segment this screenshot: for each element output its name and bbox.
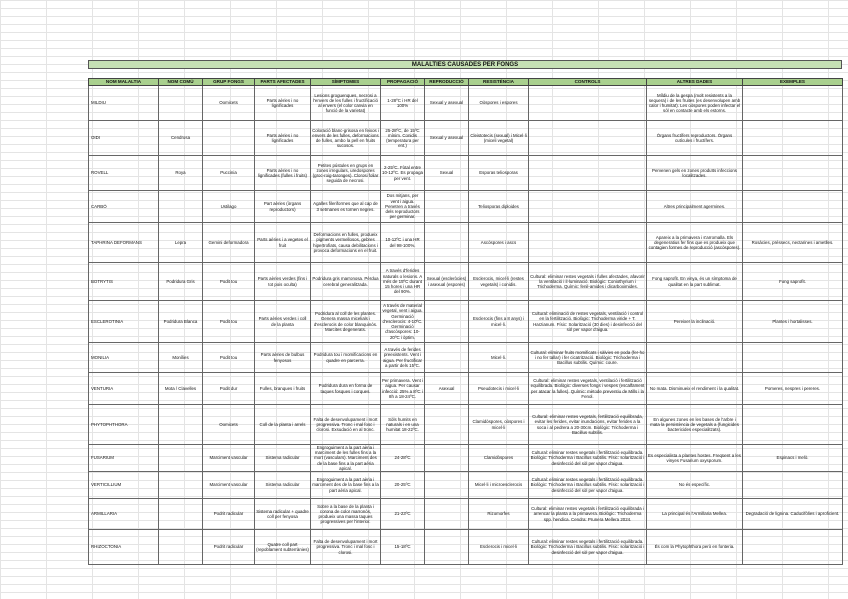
cell-other[interactable]: Apareix a la primavera i s'arromalla. Els degeneratius fer fins que es produeix que contagien formes de reproducció (ascòspores). (647, 223, 743, 263)
cell-controls[interactable]: Cultural: eliminar restes vegetals i fertilització equilibrada i arrencar la planta a la primavera. Biològic: Trichoderma spp. hendica. Cendra: Prunera Mellera 2024. (529, 499, 647, 530)
cell-other[interactable] (647, 343, 743, 373)
cell-controls[interactable] (529, 156, 647, 191)
cell-reproduction[interactable] (425, 445, 469, 472)
cell-examples[interactable] (743, 191, 843, 223)
cell-group[interactable]: Marciment vascular (203, 445, 255, 472)
cell-parts[interactable]: Parts aèries i no lignificades (255, 86, 311, 121)
cell-propagation[interactable]: A través d'ferides naturals o lesions. A més de 15ºC durant 15 hores i una HR del 90%. (381, 263, 425, 301)
cell-reproduction[interactable] (425, 405, 469, 445)
fungal-diseases-table (88, 78, 843, 565)
cell-examples[interactable] (743, 343, 843, 373)
cell-common[interactable] (159, 530, 203, 565)
table-row (89, 373, 843, 405)
cell-other[interactable]: Fong saprofit. En vinya, és un símptoma de qualitat en la part sublimat. (647, 263, 743, 301)
table-row (89, 263, 843, 301)
cell-controls[interactable]: Cultural: eliminació de restes vegetals, ventilació i control en la fertilització. Biològic: Trichoderma viride + T. Harzianum. Físic: Solarització (30 dies) i desinfecció del sòl per vapor d'aigua. (529, 301, 647, 343)
cell-symptoms[interactable]: Falta de desenvolupament i mort progressiva. Tronc i mal fosc i clorosi. Exsudació en al tronc. (311, 405, 381, 445)
cell-reproduction[interactable] (425, 301, 469, 343)
cell-name[interactable]: FUSARIUM (89, 445, 159, 472)
cell-reproduction[interactable] (425, 499, 469, 530)
cell-other[interactable]: En algunes zones en les bases de l'arbre i mata la persistència de vegetals a (fungicides bactericides especialitzats). (647, 405, 743, 445)
cell-propagation[interactable]: 1-28ºC i HR del 100% (381, 86, 425, 121)
table-row (89, 86, 843, 121)
cell-resistance[interactable]: Esclerocis i micel·li (469, 530, 529, 565)
cell-propagation[interactable]: 20-25ºC (381, 472, 425, 499)
cell-resistance[interactable]: Micel·li. (469, 343, 529, 373)
cell-symptoms[interactable]: Podridura al coll de les plantes. Genera massa micelials i d'esclerocis de color blanquinós. Marcites degenerats. (311, 301, 381, 343)
cell-examples[interactable]: Rosàcies, préssecs, nectarines i ametlles. (743, 223, 843, 263)
cell-examples[interactable] (743, 530, 843, 565)
cell-group[interactable]: Ustilago (203, 191, 255, 223)
cell-other[interactable]: No és específic. (647, 472, 743, 499)
cell-symptoms[interactable]: Petites pústules en grups en zones irregulars, uredospores (groc-roig-taronges). Clorosi foliar seguida de necrosi. (311, 156, 381, 191)
cell-examples[interactable] (743, 472, 843, 499)
cell-other[interactable]: Es especialista a plantes hostes. Freqüent a les vinyes Fusarium oxysporum. (647, 445, 743, 472)
cell-group[interactable]: Oomicets (203, 405, 255, 445)
column-header[interactable]: PARTS AFECTADES (255, 79, 311, 86)
cell-reproduction[interactable] (425, 343, 469, 373)
cell-common[interactable] (159, 499, 203, 530)
cell-parts[interactable]: Sistema radicular (255, 472, 311, 499)
cell-name[interactable]: VERTICILLIUM (89, 472, 159, 499)
cell-propagation[interactable]: 24-28ºC (381, 445, 425, 472)
cell-controls[interactable]: Cultural: eliminar fruits momificats i sàlvies en poda (fer-ho i no fer tallar) i fer cicatrització. Biològic: Trichoderma i Bacillus subtilis. Químic: coure. (529, 343, 647, 373)
cell-group[interactable]: Podrit radicular (203, 499, 255, 530)
cell-name[interactable]: ESCLEROTINIA (89, 301, 159, 343)
cell-parts[interactable]: Fulles, branques i fruits (255, 373, 311, 405)
cell-propagation[interactable]: 15-18ºC (381, 530, 425, 565)
cell-controls[interactable] (529, 121, 647, 156)
cell-group[interactable]: Podit tou (203, 263, 255, 301)
cell-parts[interactable]: Parts aèries i no lignificades (255, 121, 311, 156)
cell-name[interactable]: RHIZOCTONIA (89, 530, 159, 565)
cell-parts[interactable]: Part aèries (òrgans reproductors) (255, 191, 311, 223)
cell-resistance[interactable]: Cleistotecis (sexual) i Micel·li (miceli vegetal) (469, 121, 529, 156)
cell-propagation[interactable]: A través de ferides preexistents. Vent i aigua. Per fructificar a partir dels 15ºC. (381, 343, 425, 373)
cell-symptoms[interactable]: Podridura dura en forma de taques fosques i corques. (311, 373, 381, 405)
cell-parts[interactable]: Quatre coll part (repoblament subterrànies) (255, 530, 311, 565)
cell-controls[interactable]: Cultural: eliminar restes vegetals, fertilització equilibrada, evitar les ferides, evitar inundacions, evitar ferides a la soca i al pedrera a 20-30cm. Biològic: Trichoderma i Bacillus subtilis. (529, 405, 647, 445)
header-row (89, 79, 843, 86)
cell-reproduction[interactable]: Sexual (escleròcies) i asexual (espores) (425, 263, 469, 301)
cell-reproduction[interactable] (425, 472, 469, 499)
cell-propagation[interactable]: A través de material vegetal, vent i aigua. Germinació d'esclerocis: 4-10ºC. Germinació d'ascòspores: 10-20ºC i òptim. (381, 301, 425, 343)
table-row (89, 499, 843, 530)
cell-controls[interactable]: Cultural: eliminar restes vegetals i fulles afectades, afavorir la ventilació i il·luminació. Biològic: Coniothyrium i Trichoderma. Químic: fenil-amides i dicarboximides. (529, 263, 647, 301)
cell-common[interactable]: Lepra (159, 223, 203, 263)
cell-examples[interactable]: Fong saprofit. (743, 263, 843, 301)
table-row (89, 223, 843, 263)
cell-other[interactable]: Pervenen gels en zones produïts infeccions localitzades. (647, 156, 743, 191)
table-row (89, 530, 843, 565)
table-row (89, 121, 843, 156)
cell-resistance[interactable]: Teliosporas diploides (469, 191, 529, 223)
cell-group[interactable]: Marciment vascular (203, 472, 255, 499)
cell-examples[interactable] (743, 86, 843, 121)
cell-group[interactable]: Puccinia (203, 156, 255, 191)
cell-common[interactable] (159, 405, 203, 445)
column-header[interactable]: CONTROLS (529, 79, 647, 86)
cell-name[interactable]: TAPHRINA DEFORMANS (89, 223, 159, 263)
cell-group[interactable]: Podrit radicular (203, 530, 255, 565)
cell-common[interactable]: Mota / Clavelles (159, 373, 203, 405)
cell-examples[interactable]: Degradació de lignina. Caducifòlies i aproficient. (743, 499, 843, 530)
cell-controls[interactable] (529, 86, 647, 121)
column-header[interactable]: SÍMPTOMES (311, 79, 381, 86)
cell-other[interactable]: Altres principalment agermines. (647, 191, 743, 223)
cell-common[interactable] (159, 191, 203, 223)
cell-resistance[interactable]: Esclerocis (fins a 8 anys) i micel·li. (469, 301, 529, 343)
cell-resistance[interactable]: Ascòspores i ascs (469, 223, 529, 263)
cell-name[interactable]: MILDIU (89, 86, 159, 121)
cell-symptoms[interactable]: Podridura gris marronosa. Pèrdua cerebral generalitzada. (311, 263, 381, 301)
column-header[interactable]: NOM MALALTIA (89, 79, 159, 86)
cell-common[interactable]: Podridura Gris (159, 263, 203, 301)
cell-reproduction[interactable] (425, 530, 469, 565)
cell-resistance[interactable]: Esclerocis, micel·li (restes vegetals) i conidis. (469, 263, 529, 301)
cell-controls[interactable]: Cultural: eliminar restes vegetals i fertilització equilibrada. Biològic: Trichoderma i Bacillus subtilis. Físic: solarització i desinfecció del sòl per vapor d'aigua. (529, 530, 647, 565)
cell-parts[interactable]: Parts aèries verdes (fins i tot pois oculta) (255, 263, 311, 301)
cell-reproduction[interactable] (425, 223, 469, 263)
cell-parts[interactable]: Parts aèries de bulbus fenyosos (255, 343, 311, 373)
column-header[interactable]: EXEMPLES (743, 79, 843, 86)
cell-symptoms[interactable]: Lesions groguenques, necrosi a l'envers de les fulles i fructificació al envers (el color canvia en funció de la varietat) (311, 86, 381, 121)
cell-name[interactable]: OIDI (89, 121, 159, 156)
cell-propagation[interactable]: Dos mitjans, per vent i aigua. Penetren a través dels reproductors per germinar. (381, 191, 425, 223)
cell-name[interactable]: MONILIA (89, 343, 159, 373)
cell-common[interactable]: Monílies (159, 343, 203, 373)
cell-symptoms[interactable]: Deformacions en fulles, produeix pigments vermellosos, gebres hipertrofiats, causa debilitacions i provoca deformacions en el fruit. (311, 223, 381, 263)
cell-resistance[interactable]: Micel·li i microesclerocis (469, 472, 529, 499)
cell-other[interactable]: Òrgans fructífers reproductors. Òrgans cutícules i fructífers. (647, 121, 743, 156)
cell-group[interactable]: Podit dur (203, 373, 255, 405)
cell-examples[interactable] (743, 121, 843, 156)
cell-common[interactable] (159, 445, 203, 472)
cell-parts[interactable]: Sistema radicular + quadre coll per fenyosa (255, 499, 311, 530)
cell-reproduction[interactable]: Sexual y asexual (425, 86, 469, 121)
cell-reproduction[interactable]: Asexual (425, 373, 469, 405)
cell-controls[interactable] (529, 223, 647, 263)
cell-examples[interactable]: Pomeres, nespres i pereres. (743, 373, 843, 405)
cell-symptoms[interactable]: Podridura tou i momificacions en quadre en parcerra. (311, 343, 381, 373)
cell-resistance[interactable]: Rizomorfes (469, 499, 529, 530)
cell-propagation[interactable]: 21-23ºC (381, 499, 425, 530)
cell-other[interactable]: No mata. Disminueix el rendiment i la qualitat. (647, 373, 743, 405)
cell-group[interactable]: Gemini deformadora (203, 223, 255, 263)
cell-name[interactable]: VENTURIA (89, 373, 159, 405)
cell-common[interactable]: Cendrosa (159, 121, 203, 156)
table-title: MALALTIES CAUSADES PER FONGS (88, 60, 842, 69)
cell-controls[interactable]: Cultural: eliminar restes vegetals i fertilització equilibrada. Biològic: Trichoderma i Bacillus subtilis. Físic: solarització i desinfecció del sòl per vapor d'aigua. (529, 445, 647, 472)
table-row (89, 445, 843, 472)
cell-other[interactable]: La principal és l'Armillaria Mellea. (647, 499, 743, 530)
column-header[interactable]: GRUP FONGS (203, 79, 255, 86)
column-header[interactable]: REPRODUCCIÓ (425, 79, 469, 86)
cell-other[interactable]: És com la Phytophthora però en fonteria. (647, 530, 743, 565)
cell-other[interactable]: Míldiu de la gespa (molt resistents a la sequera) i de les fruites (es desenvolupen amb calor i humitat). Les oòspores poden infectar el sòl en contacte amb els estorns. (647, 86, 743, 121)
table-body (89, 86, 843, 565)
cell-common[interactable]: Roya (159, 156, 203, 191)
cell-symptoms[interactable]: Coloració blanc-grisosa en feixos i envers de les fulles, deformacions de fulles, ambo la pell en fruits sucosos. (311, 121, 381, 156)
cell-resistance[interactable]: Pseudotecis i micel·li (469, 373, 529, 405)
cell-resistance[interactable]: Esporas teliosporas (469, 156, 529, 191)
cell-symptoms[interactable]: Agalles fileriformes que al cap de 3 setmanes es tornen negres. (311, 191, 381, 223)
cell-controls[interactable]: Cultural: eliminar restes vegetals i fertilització equilibrada. Biològic: Trichoderma i Bacillus subtilis. Físic: solarització i desinfecció del sòl per vapor d'aigua. (529, 472, 647, 499)
cell-controls[interactable]: Cultural: eliminar restes vegetals, ventilació i fertilització equilibrada. Biològic: diverses fongs i vespes (escalfament per atacar la fulles). Químic: mètode preventiu de Mills i la Fenol. (529, 373, 647, 405)
cell-reproduction[interactable]: Sexual y asexual (425, 121, 469, 156)
cell-propagation[interactable]: Sòls humits en naturals i en una humitat 18-22ºC. (381, 405, 425, 445)
cell-examples[interactable] (743, 405, 843, 445)
cell-parts[interactable]: Parts aèries verdes i coll de la planta (255, 301, 311, 343)
cell-name[interactable]: ARMILLARIA (89, 499, 159, 530)
cell-resistance[interactable]: Clamidòspores, oòspores i micel·li (469, 405, 529, 445)
cell-parts[interactable]: Parts aèries i a vegetes el fruit (255, 223, 311, 263)
cell-parts[interactable]: Parts aèries i no lignificades (fulles i fruits) (255, 156, 311, 191)
table-row (89, 156, 843, 191)
cell-other[interactable]: Pereixer la inclinació. (647, 301, 743, 343)
cell-group[interactable]: Oomicets (203, 86, 255, 121)
cell-examples[interactable]: Plantes i hortalisses. (743, 301, 843, 343)
cell-common[interactable]: Podridura Blanca (159, 301, 203, 343)
cell-symptoms[interactable]: Engroguiment a la part aèria i marciment de les fulles fins a la mort (vasculars). Marciment des de la base fins a la part aèria apical. (311, 445, 381, 472)
table-row (89, 405, 843, 445)
cell-symptoms[interactable]: Sobre a la base de la planta i corona de color marronós, produeix una massa taques progressives per l'interior. (311, 499, 381, 530)
cell-reproduction[interactable]: Sexual (425, 156, 469, 191)
cell-common[interactable] (159, 86, 203, 121)
cell-controls[interactable] (529, 191, 647, 223)
column-header[interactable]: ALTRES DADES (647, 79, 743, 86)
table-row (89, 472, 843, 499)
cell-group[interactable]: Podit tou (203, 343, 255, 373)
cell-propagation[interactable]: 10-12ºC i una HR del 98-100%. (381, 223, 425, 263)
cell-common[interactable] (159, 472, 203, 499)
column-header[interactable]: NOM COMÚ (159, 79, 203, 86)
cell-propagation[interactable]: 2-25ºC. Fòtal entre 10-12ºC. Es propaga per vent. (381, 156, 425, 191)
cell-examples[interactable]: Espinacs i melò. (743, 445, 843, 472)
cell-reproduction[interactable] (425, 191, 469, 223)
column-header[interactable]: RESISTÈNCIA (469, 79, 529, 86)
cell-resistance[interactable]: Clamidòspores (469, 445, 529, 472)
cell-name[interactable]: CARBÓ (89, 191, 159, 223)
cell-resistance[interactable]: Oòspores i espores (469, 86, 529, 121)
cell-propagation[interactable]: Per primavera. Vent i aigua. Per causar infecció: 25% a 8ºC i 8h a 18-24ºC. (381, 373, 425, 405)
table-row (89, 301, 843, 343)
cell-symptoms[interactable]: Falta de desenvolupament i mort progressiva. Tronc i mal fosc i clorosi. (311, 530, 381, 565)
cell-group[interactable] (203, 121, 255, 156)
cell-name[interactable]: PHYTOPHTHORA (89, 405, 159, 445)
table-row (89, 191, 843, 223)
cell-parts[interactable]: Coll de la planta i arrels (255, 405, 311, 445)
cell-parts[interactable]: Sistema radicular (255, 445, 311, 472)
cell-examples[interactable] (743, 156, 843, 191)
cell-group[interactable]: Podit tou (203, 301, 255, 343)
column-header[interactable]: PROPAGACIÓ (381, 79, 425, 86)
cell-propagation[interactable]: 25-28ºC, de 15ºC mínim. Conidis (temperatura per ent.) (381, 121, 425, 156)
table-row (89, 343, 843, 373)
cell-symptoms[interactable]: Engroguiment a la part aèria i marciment des de la base fins a la part aèria apical. (311, 472, 381, 499)
cell-name[interactable]: BOTRYTIS (89, 263, 159, 301)
cell-name[interactable]: ROVELL (89, 156, 159, 191)
